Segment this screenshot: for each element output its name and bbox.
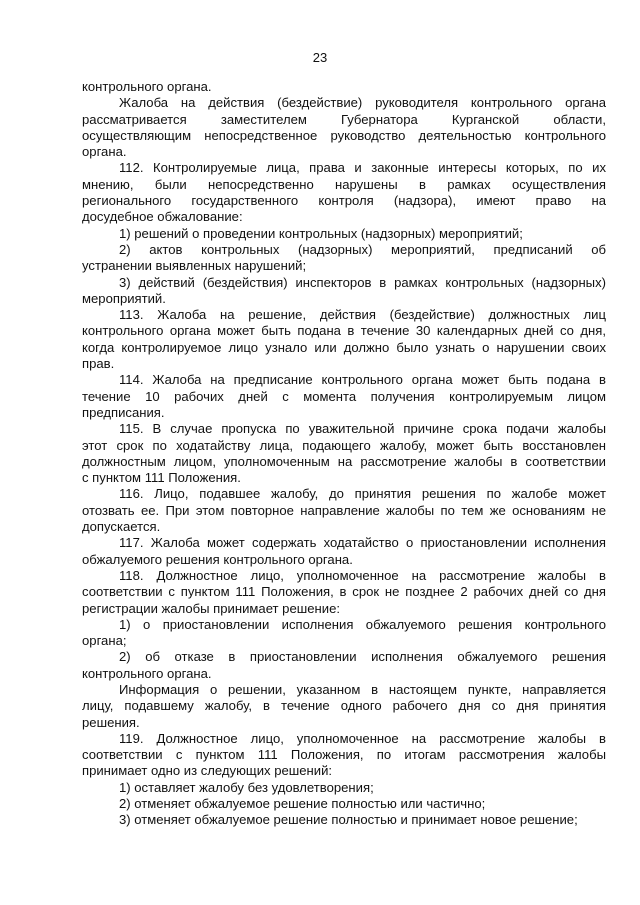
text-line: 118. Должностное лицо, уполномоченное на рассмотрение жалобы в (119, 567, 606, 583)
text-line: решения. (82, 714, 140, 730)
text-line: 116. Лицо, подавшее жалобу, до принятия решения по жалобе может (119, 486, 606, 502)
text-line: с пунктом 111 Положения. (82, 470, 241, 486)
text-line: 3) отменяет обжалуемое решение полностью и принимает новое решение; (119, 812, 578, 828)
text-line: когда контролируемое лицо узнало или должно было узнать о нарушении своих (82, 339, 606, 355)
text-line: мероприятий. (82, 290, 166, 306)
text-line: регионального государственного контроля (надзора), имеют право на (82, 193, 606, 209)
text-line: мнению, были непосредственно нарушены в рамках осуществления (82, 176, 606, 192)
text-line: 117. Жалоба может содержать ходатайство о приостановлении исполнения (119, 535, 606, 551)
text-line: лицу, подавшему жалобу, в течение одного рабочего дня со дня принятия (82, 698, 606, 714)
text-line: соответствии с пунктом 111 Положения, в срок не позднее 2 рабочих дней со дня (82, 584, 606, 600)
text-line: 113. Жалоба на решение, действия (бездействие) должностных лиц (119, 307, 606, 323)
text-line: Информация о решении, указанном в настоящем пункте, направляется (119, 681, 606, 697)
text-line: контрольного органа. (82, 665, 212, 681)
text-line: прав. (82, 356, 115, 372)
text-line: 114. Жалоба на предписание контрольного органа может быть подана в (119, 372, 606, 388)
text-line: 2) об отказе в приостановлении исполнения обжалуемого решения (119, 649, 606, 665)
text-line: течение 10 рабочих дней с момента получения контролируемым лицом (82, 388, 606, 404)
text-line: регистрации жалобы принимает решение: (82, 600, 341, 616)
text-line: соответствии с пунктом 111 Положения, по итогам рассмотрения жалобы (82, 747, 606, 763)
text-line: рассматривается заместителем Губернатора Курганской области, (82, 111, 606, 127)
text-line: принимает одно из следующих решений: (82, 763, 333, 779)
text-line: 3) действий (бездействия) инспекторов в рамках контрольных (надзорных) (119, 274, 606, 290)
text-line: досудебное обжалование: (82, 209, 243, 225)
text-line: предписания. (82, 404, 165, 420)
text-line: 1) о приостановлении исполнения обжалуемого решения контрольного (119, 616, 606, 632)
text-line: допускается. (82, 519, 161, 535)
text-line: этот срок по ходатайству лица, подающего жалобу, может быть восстановлен (82, 437, 606, 453)
text-line: контрольного органа может быть подана в течение 30 календарных дней со дня, (82, 323, 606, 339)
text-line: 1) решений о проведении контрольных (надзорных) мероприятий; (119, 225, 523, 241)
text-line: органа. (82, 144, 127, 160)
document-body (82, 79, 606, 829)
text-line: должностным лицом, уполномоченным на рассмотрение жалобы в соответствии (82, 453, 606, 469)
text-line: 2) актов контрольных (надзорных) мероприятий, предписаний об (119, 241, 606, 257)
text-line: 112. Контролируемые лица, права и законные интересы которых, по их (119, 160, 606, 176)
text-line: устранении выявленных нарушений; (82, 258, 307, 274)
text-line: обжалуемого решения контрольного органа. (82, 551, 353, 567)
text-line: 2) отменяет обжалуемое решение полностью или частично; (119, 796, 486, 812)
page-number: 23 (312, 50, 328, 65)
text-line: 1) оставляет жалобу без удовлетворения; (119, 779, 374, 795)
text-line: отозвать ее. При этом повторное направление жалобы по тем же основаниям не (82, 502, 606, 518)
text-line: органа; (82, 633, 127, 649)
text-line: Жалоба на действия (бездействие) руководителя контрольного органа (119, 95, 606, 111)
text-line: 115. В случае пропуска по уважительной причине срока подачи жалобы (119, 421, 606, 437)
text-line: осуществляющим непосредственное руководство деятельностью контрольного (82, 127, 606, 143)
text-line: 119. Должностное лицо, уполномоченное на рассмотрение жалобы в (119, 730, 606, 746)
text-line: контрольного органа. (82, 79, 212, 94)
